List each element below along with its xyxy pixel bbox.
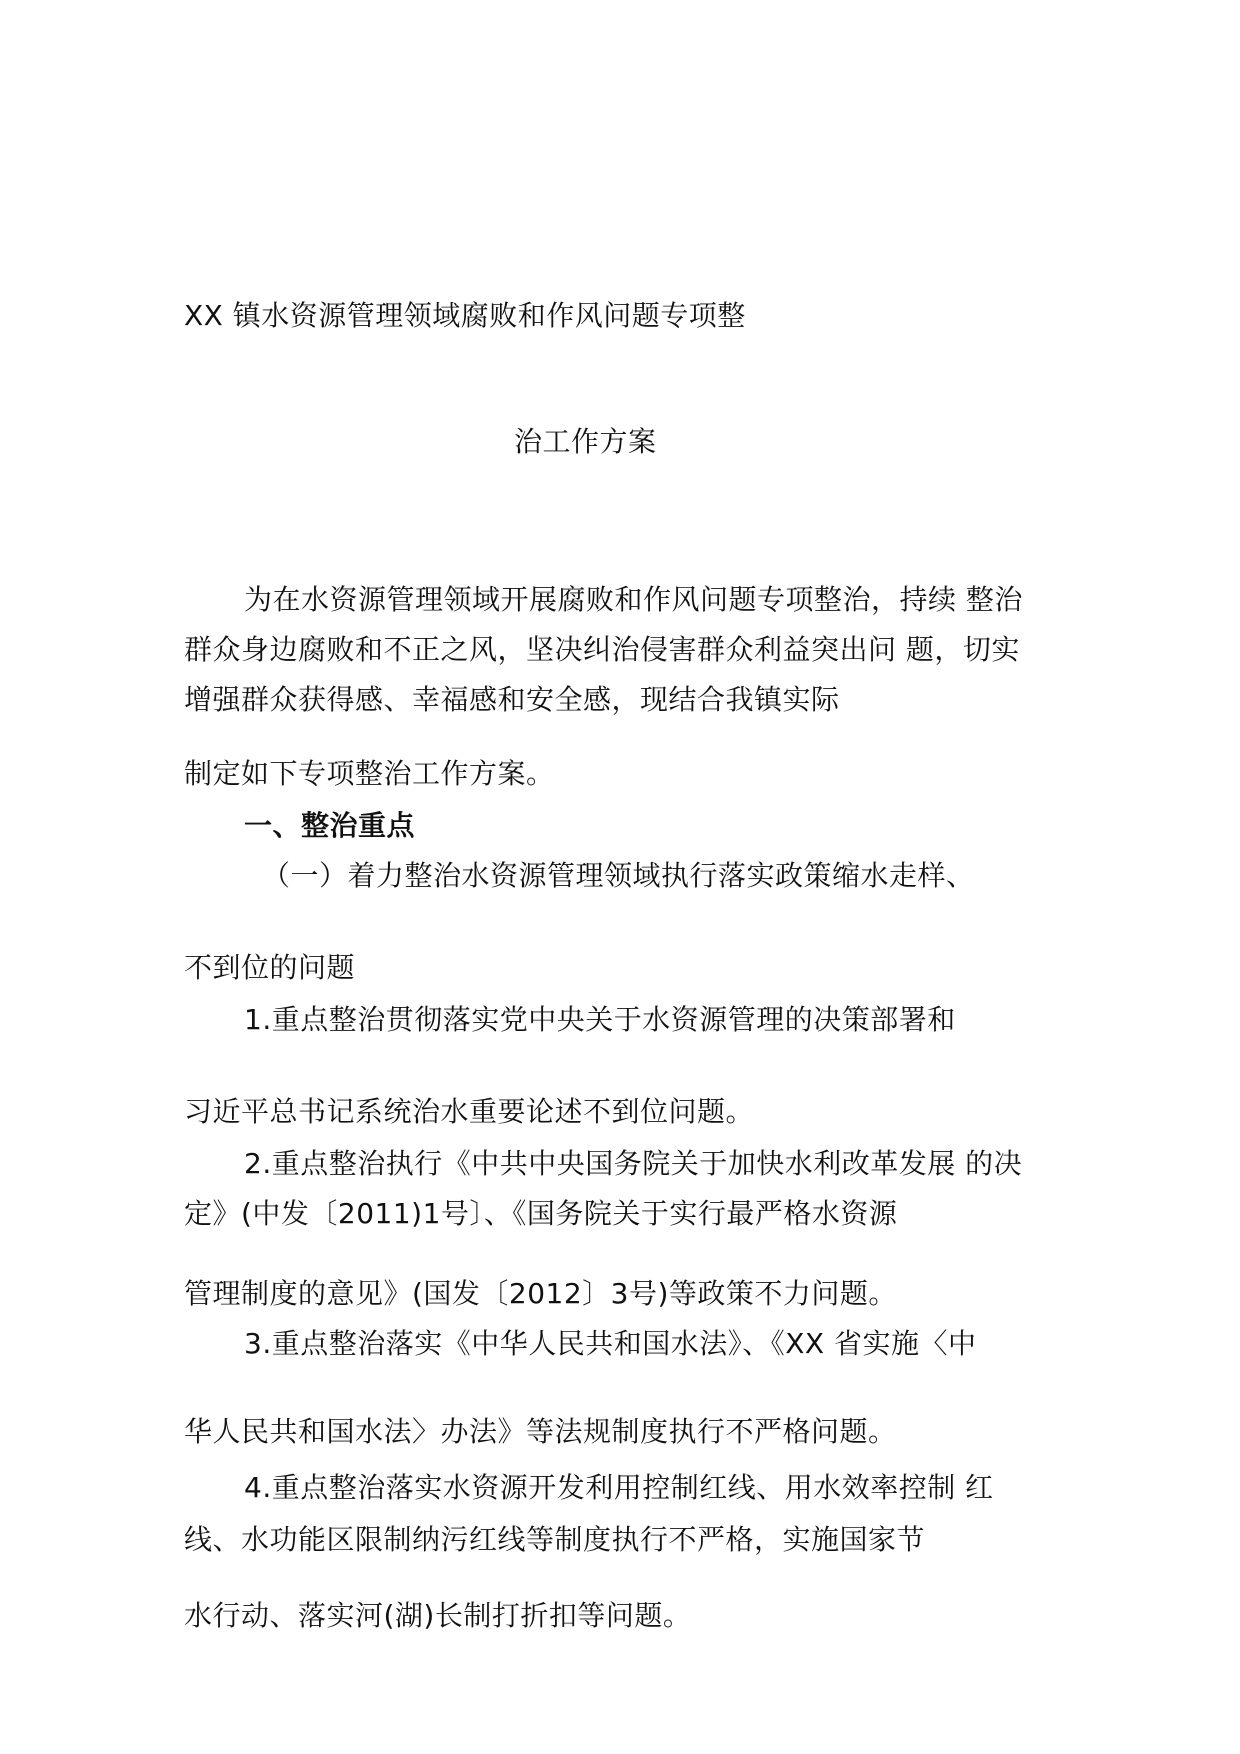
subsection-1-line-2: 不到位的问题 bbox=[184, 951, 356, 984]
item-2-line-2: 定》(中发〔2011)1号〕、《国务院关于实行最严格水资源 bbox=[184, 1197, 898, 1230]
doc-title-line-2: 治工作方案 bbox=[514, 425, 657, 458]
intro-paragraph-line-4: 制定如下专项整治工作方案。 bbox=[184, 757, 555, 790]
item-2-line-3: 管理制度的意见》(国发〔2012〕3号)等政策不力问题。 bbox=[184, 1277, 897, 1310]
section-heading-1: 一、整治重点 bbox=[244, 809, 416, 842]
intro-paragraph-line-1: 为在水资源管理领域开展腐败和作风问题专项整治，持续 整治 bbox=[244, 583, 1023, 616]
item-1-line-2: 习近平总书记系统治水重要论述不到位问题。 bbox=[184, 1095, 755, 1128]
doc-title-line-1: XX 镇水资源管理领域腐败和作风问题专项整 bbox=[184, 299, 746, 332]
item-4-line-1: 4.重点整治落实水资源开发利用控制红线、用水效率控制 红 bbox=[244, 1471, 994, 1504]
item-4-line-2: 线、水功能区限制纳污红线等制度执行不严格，实施国家节 bbox=[184, 1523, 926, 1556]
item-2-line-1: 2.重点整治执行《中共中央国务院关于加快水利改革发展 的决 bbox=[244, 1147, 1023, 1180]
item-4-line-3: 水行动、落实河(湖)长制打折扣等问题。 bbox=[184, 1599, 692, 1632]
item-3-line-2: 华人民共和国水法〉办法》等法规制度执行不严格问题。 bbox=[184, 1415, 897, 1448]
intro-paragraph-line-3: 增强群众获得感、幸福感和安全感，现结合我镇实际 bbox=[184, 683, 840, 716]
item-1-line-1: 1.重点整治贯彻落实党中央关于水资源管理的决策部署和 bbox=[244, 1003, 956, 1036]
item-3-line-1: 3.重点整治落实《中华人民共和国水法》、《XX 省实施〈中 bbox=[244, 1327, 977, 1360]
intro-paragraph-line-2: 群众身边腐败和不正之风，坚决纠治侵害群众利益突出问 题，切实 bbox=[184, 633, 1020, 666]
subsection-1-line-1: （一）着力整治水资源管理领域执行落实政策缩水走样、 bbox=[262, 859, 975, 892]
